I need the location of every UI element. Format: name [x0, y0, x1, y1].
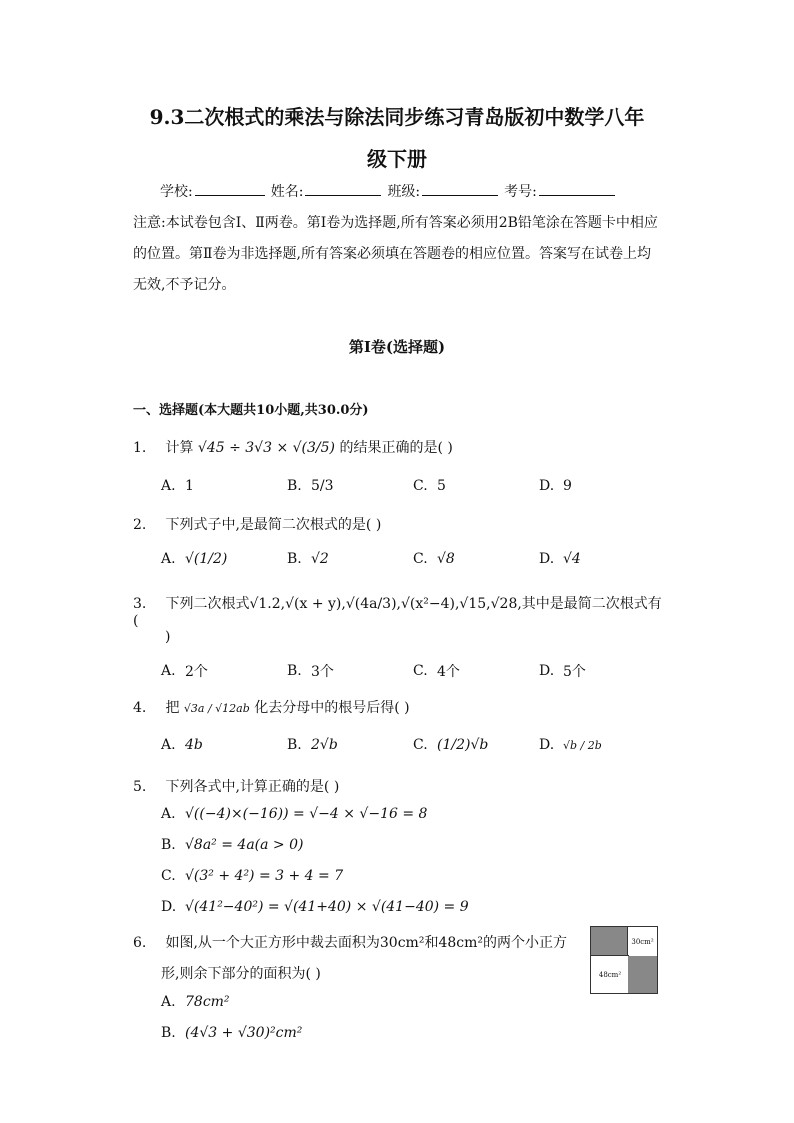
page-title: [120, 96, 674, 180]
question-stem: 下列式子中,是最简二次根式的是( ): [165, 517, 382, 533]
option-a[interactable]: A. √(1/2): [161, 551, 228, 567]
option-b[interactable]: B. (4√3 + √30)²cm²: [161, 1025, 303, 1041]
option-c[interactable]: C. (1/2)√b: [413, 737, 489, 753]
question-3: [133, 593, 663, 629]
square-figure: [590, 926, 658, 994]
part-heading: 一、选择题(本大题共10小题,共30.0分): [133, 403, 369, 418]
question-1: [133, 437, 453, 457]
option-b[interactable]: B. √8a² = 4a(a > 0): [161, 837, 304, 853]
option-d[interactable]: D. √b / 2b: [539, 737, 602, 753]
figure-square-48: 48cm²: [591, 955, 629, 993]
figure-square-30: 30cm²: [627, 927, 657, 957]
option-b[interactable]: B. √2: [287, 551, 329, 567]
exam-no-blank[interactable]: [539, 181, 615, 196]
title-line-1: 9.3二次根式的乘法与除法同步练习青岛版初中数学八年: [149, 105, 645, 129]
question-number: 5.: [133, 779, 147, 795]
student-info-row: [160, 181, 621, 201]
option-a[interactable]: A. √((−4)×(−16)) = √−4 × √−16 = 8: [161, 806, 428, 822]
question-number: 1.: [133, 440, 147, 456]
option-c[interactable]: C. √8: [413, 551, 455, 567]
option-c[interactable]: C. 4个: [413, 663, 460, 680]
option-b[interactable]: B. 2√b: [287, 737, 338, 753]
question-stem: 计算: [165, 440, 194, 456]
question-4-options: [161, 737, 665, 753]
question-1-options: [161, 478, 665, 494]
question-number: 6.: [133, 935, 147, 951]
question-number: 4.: [133, 700, 147, 716]
question-4: [133, 697, 410, 717]
question-2-options: [161, 551, 665, 567]
option-d[interactable]: D. 5个: [539, 663, 586, 680]
figure-remaining-top-left: [591, 927, 629, 957]
option-b[interactable]: B. 3个: [287, 663, 334, 680]
question-3-continuation: ): [165, 629, 171, 645]
option-d[interactable]: D. √4: [539, 551, 581, 567]
option-d[interactable]: D. √(41²−40²) = √(41+40) × √(41−40) = 9: [161, 899, 469, 915]
question-stem-end: 的结果正确的是( ): [339, 440, 453, 456]
notice-text: 注意:本试卷包含Ⅰ、Ⅱ两卷。第Ⅰ卷为选择题,所有答案必须用2B铅笔涂在答题卡中相应的位置。第Ⅱ卷为非选择题,所有答案必须填在答题卷的相应位置。答案写在试卷上均无效,不予记分。: [133, 215, 658, 293]
exam-no-label: 考号:: [504, 184, 537, 200]
option-d[interactable]: D. 9: [539, 478, 572, 494]
question-6-continuation: 形,则余下部分的面积为( ): [161, 966, 321, 982]
question-expression: √45 ÷ 3√3 × √(3/5): [197, 440, 336, 456]
school-blank[interactable]: [195, 181, 265, 196]
option-c[interactable]: C. 5: [413, 478, 446, 494]
name-label: 姓名:: [270, 184, 304, 200]
question-stem: 如图,从一个大正方形中裁去面积为30cm²和48cm²的两个小正方: [165, 935, 567, 951]
name-blank[interactable]: [305, 181, 381, 196]
section-title: 第Ⅰ卷(选择题): [348, 338, 446, 356]
option-b[interactable]: B. 5/3: [287, 478, 334, 494]
question-stem: 下列二次根式√1.2,√(x + y),√(4a/3),√(x²−4),√15,√28,其中是最简二次根式有(: [133, 596, 662, 629]
class-blank[interactable]: [422, 181, 498, 196]
class-label: 班级:: [387, 184, 421, 200]
school-label: 学校:: [160, 184, 193, 200]
option-a[interactable]: A. 2个: [161, 663, 208, 680]
question-2: [133, 514, 381, 534]
question-number: 2.: [133, 517, 147, 533]
question-3-options: [161, 661, 665, 681]
question-expression: √3a / √12ab: [183, 702, 250, 715]
question-stem-end: 化去分母中的根号后得( ): [254, 700, 410, 716]
title-line-2: 级下册: [367, 147, 427, 171]
question-number: 3.: [133, 596, 147, 612]
option-a[interactable]: A. 1: [161, 478, 194, 494]
option-c[interactable]: C. √(3² + 4²) = 3 + 4 = 7: [161, 868, 344, 884]
option-a[interactable]: A. 78cm²: [161, 994, 230, 1010]
question-stem: 下列各式中,计算正确的是( ): [165, 779, 340, 795]
option-a[interactable]: A. 4b: [161, 737, 203, 753]
question-5: [133, 776, 339, 796]
question-6: [133, 932, 567, 952]
question-stem: 把: [165, 700, 180, 716]
figure-remaining-bottom-right: [628, 956, 657, 993]
